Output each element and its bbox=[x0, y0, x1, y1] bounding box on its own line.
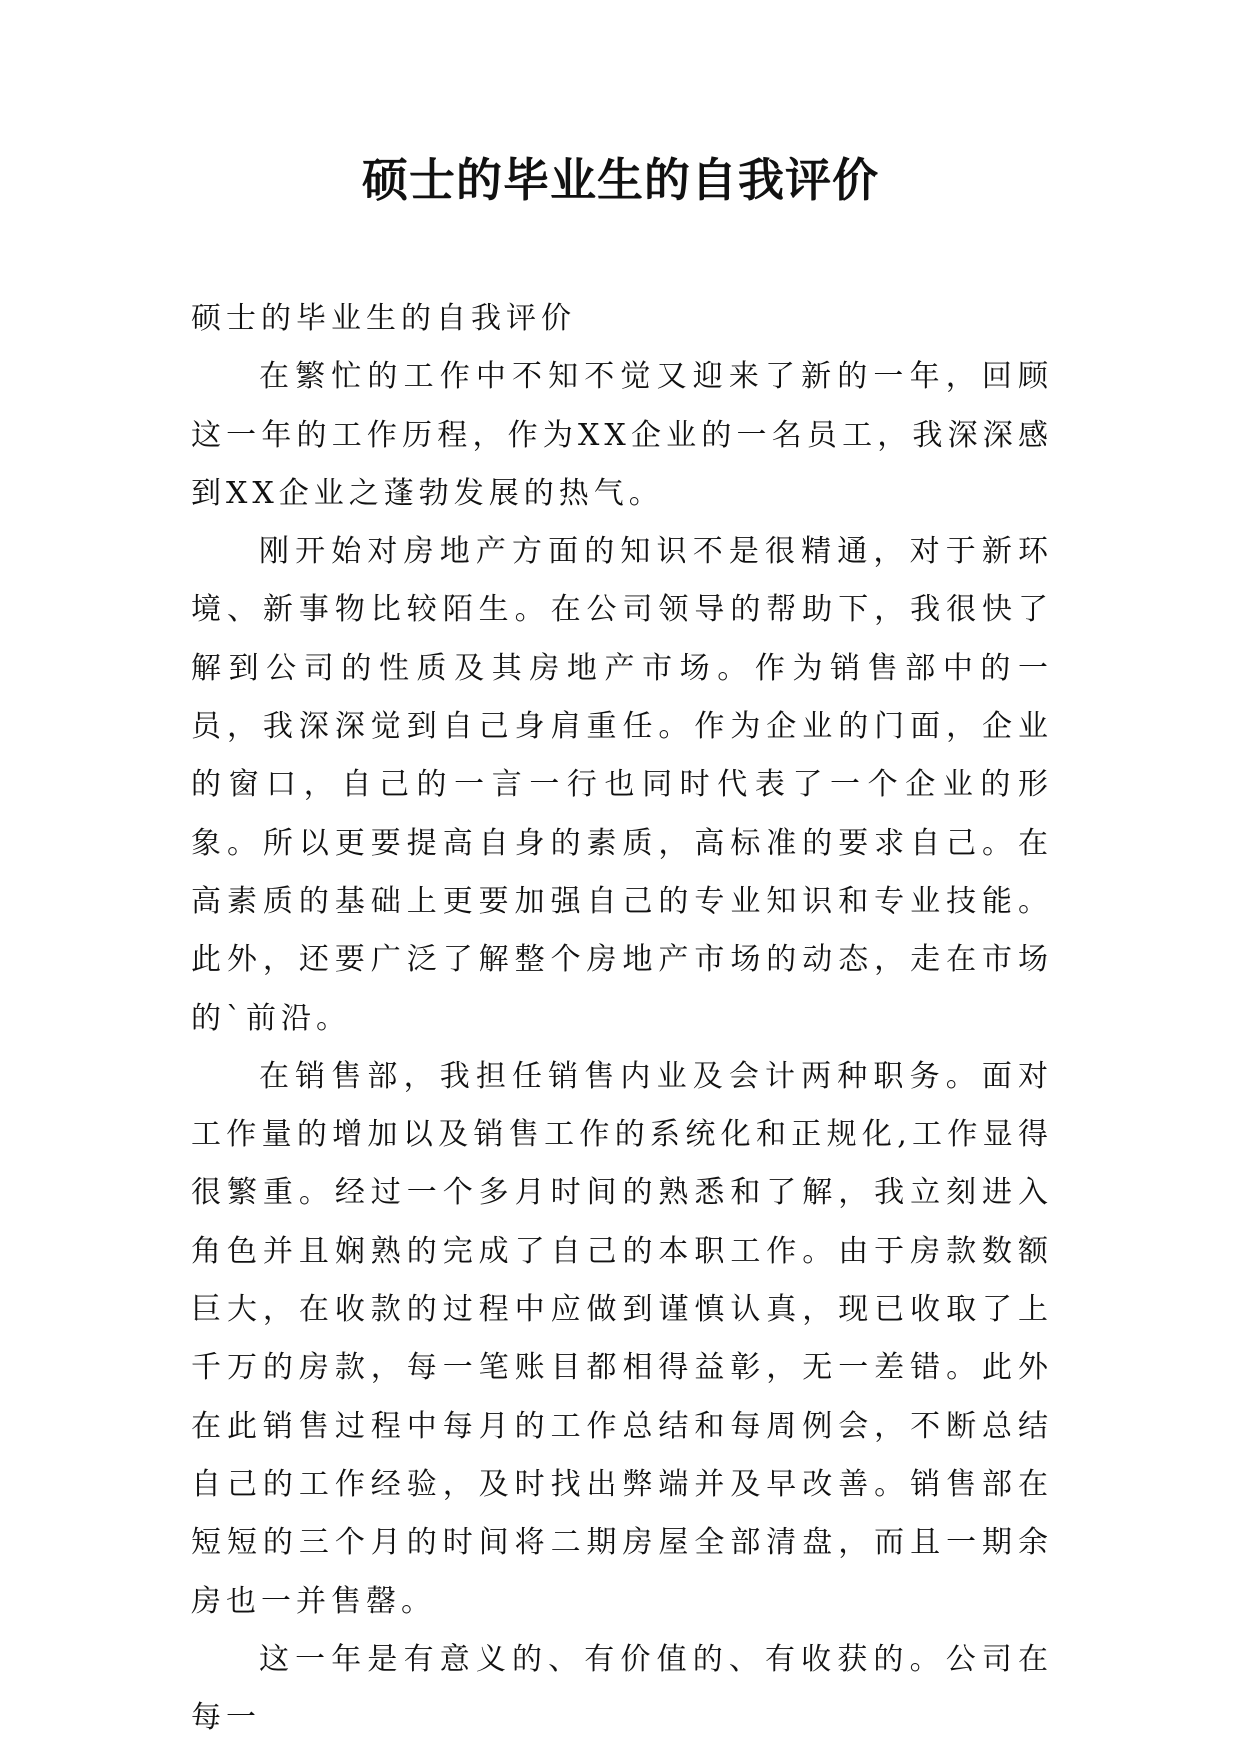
document-title: 硕士的毕业生的自我评价 bbox=[362, 153, 879, 207]
paragraph-1: 在繁忙的工作中不知不觉又迎来了新的一年，回顾这一年的工作历程，作为XX企业的一名员工，我深深感到XX企业之蓬勃发展的热气。 bbox=[191, 359, 1053, 511]
paragraph-2: 刚开始对房地产方面的知识不是很精通，对于新环境、新事物比较陌生。在公司领导的帮助下，我很快了解到公司的性质及其房地产市场。作为销售部中的一员，我深深觉到自己身肩重任。作为企业的门面，企业的窗口，自己的一言一行也同时代表了一个企业的形象。所以更要提高自身的素质，高标准的要求自己。在高素质的基础上更要加强自己的专业知识和专业技能。此外，还要广泛了解整个房地产市场的动态，走在市场的`前沿。 bbox=[191, 534, 1053, 1036]
document-subtitle: 硕士的毕业生的自我评价 bbox=[191, 301, 576, 336]
document-body bbox=[191, 290, 1053, 1747]
paragraph-3: 在销售部，我担任销售内业及会计两种职务。面对工作量的增加以及销售工作的系统化和正规化,工作显得很繁重。经过一个多月时间的熟悉和了解，我立刻进入角色并且娴熟的完成了自己的本职工作。由于房款数额巨大，在收款的过程中应做到谨慎认真，现已收取了上千万的房款，每一笔账目都相得益彰，无一差错。此外在此销售过程中每月的工作总结和每周例会，不断总结自己的工作经验，及时找出弊端并及早改善。销售部在短短的三个月的时间将二期房屋全部清盘，而且一期余房也一并售罄。 bbox=[191, 1058, 1053, 1619]
paragraph-4: 这一年是有意义的、有价值的、有收获的。公司在每一 bbox=[191, 1641, 1053, 1736]
